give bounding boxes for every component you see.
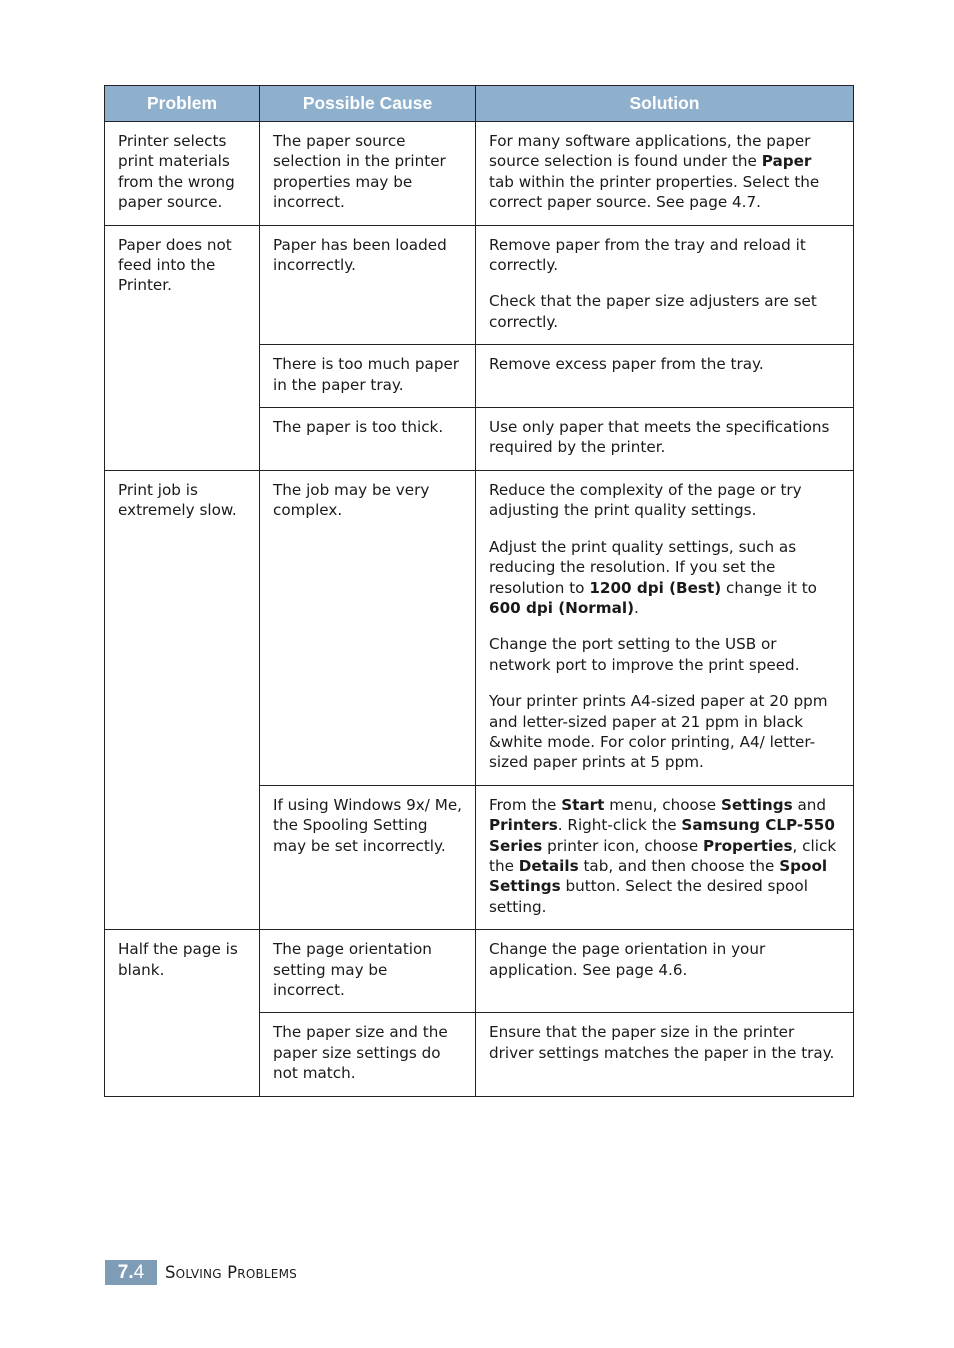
cause-cell: There is too much paper in the paper tray.: [260, 345, 476, 408]
table-header-row: [105, 86, 854, 122]
problem-cell: Half the page is blank.: [105, 930, 260, 1096]
problem-cell: Print job is extremely slow.: [105, 470, 260, 929]
header-problem: Problem: [105, 86, 260, 122]
page-number-page: 4: [133, 1261, 145, 1283]
table-row: [105, 225, 854, 345]
section-title: Solving Problems: [165, 1263, 297, 1282]
cause-cell: The paper source selection in the printer properties may be incorrect.: [260, 122, 476, 226]
header-solution: Solution: [476, 86, 854, 122]
solution-cell: Use only paper that meets the specifications required by the printer.: [476, 408, 854, 471]
table-row: [105, 470, 854, 785]
cause-cell: The page orientation setting may be incorrect.: [260, 930, 476, 1013]
solution-cell: Remove paper from the tray and reload it correctly. Check that the paper size adjusters are set correctly.: [476, 225, 854, 345]
solution-cell: From the Start menu, choose Settings and Printers. Right-click the Samsung CLP-550 Series printer icon, choose Properties, click the Details tab, and then choose the Spool Settings button. Select the desired spool setting.: [476, 785, 854, 929]
page-footer: [105, 1260, 297, 1285]
cause-cell: If using Windows 9x/ Me, the Spooling Setting may be set incorrectly.: [260, 785, 476, 929]
problem-cell: Printer selects print materials from the wrong paper source.: [105, 122, 260, 226]
problem-cell: Paper does not feed into the Printer.: [105, 225, 260, 470]
cause-cell: The paper is too thick.: [260, 408, 476, 471]
solution-cell: Reduce the complexity of the page or try adjusting the print quality settings. Adjust the print quality settings, such as reducing the resolution. If you set the resolution to 1200 dpi (Best) change it to 600 dpi (Normal). Change the port setting to the USB or network port to improve the print speed. Your printer prints A4-sized paper at 20 ppm and letter-sized paper at 21 ppm in black &white mode. For color printing, A4/ letter-sized paper prints at 5 ppm.: [476, 470, 854, 785]
cause-cell: The paper size and the paper size settings do not match.: [260, 1013, 476, 1096]
solution-cell: For many software applications, the paper source selection is found under the Paper tab within the printer properties. Select the correct paper source. See page 4.7.: [476, 122, 854, 226]
table-row: [105, 930, 854, 1013]
page-number-badge: [105, 1260, 157, 1285]
table-row: [105, 122, 854, 226]
header-possible-cause: Possible Cause: [260, 86, 476, 122]
troubleshooting-table: [104, 85, 854, 1097]
solution-cell: Ensure that the paper size in the printer driver settings matches the paper in the tray.: [476, 1013, 854, 1096]
solution-cell: Change the page orientation in your application. See page 4.6.: [476, 930, 854, 1013]
cause-cell: Paper has been loaded incorrectly.: [260, 225, 476, 345]
page-number-chapter: 7.: [117, 1261, 134, 1283]
cause-cell: The job may be very complex.: [260, 470, 476, 785]
solution-cell: Remove excess paper from the tray.: [476, 345, 854, 408]
